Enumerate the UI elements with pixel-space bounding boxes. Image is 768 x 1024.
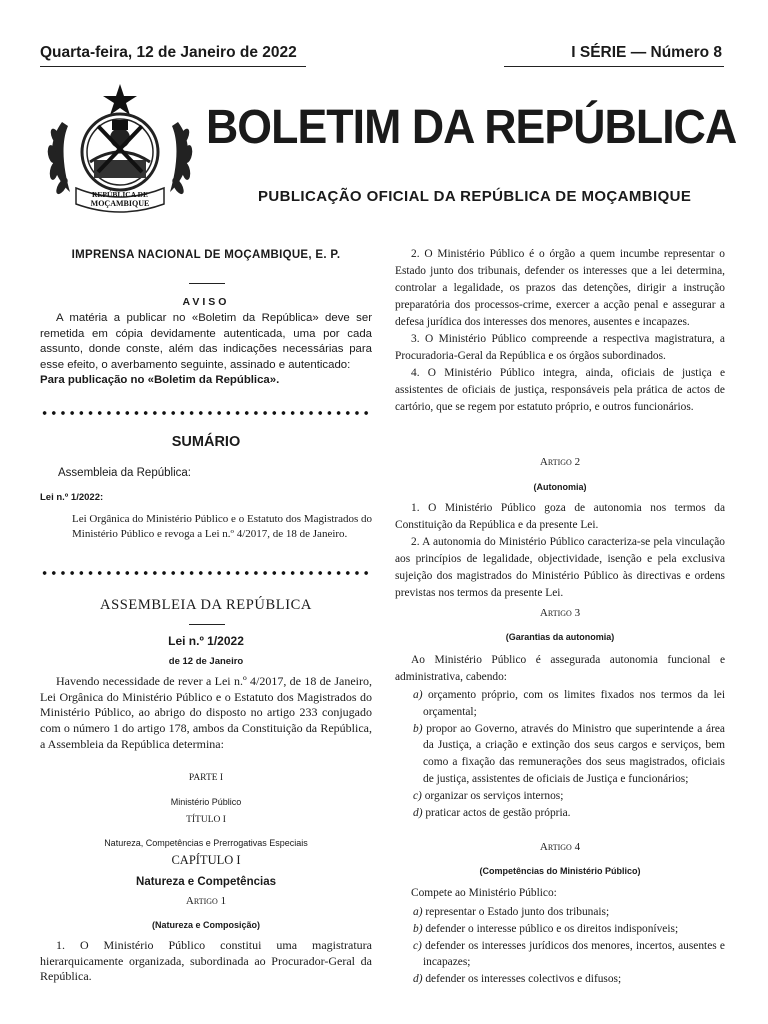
preamble: Havendo necessidade de rever a Lei n.º 4/2017, de 18 de Janeiro, Lei Orgânica do Ministério Público e o Estatuto dos Magistrados do Ministério Público, ao abrigo do disposto no artigo 233 conjugado com o número 1 do artigo 178, ambos da Constituição da República, a Assembleia da República determina: xyxy=(40,674,372,751)
list-item xyxy=(395,938,725,972)
publication-subtitle: PUBLICAÇÃO OFICIAL DA REPÚBLICA DE MOÇAMBIQUE xyxy=(258,188,692,205)
imprensa-heading: IMPRENSA NACIONAL DE MOÇAMBIQUE, E. P. xyxy=(71,249,341,261)
svg-text:REPÚBLICA DE: REPÚBLICA DE xyxy=(91,190,149,199)
list-item-key: b) xyxy=(413,922,423,935)
list-item-key: a) xyxy=(413,689,423,701)
sumario-entity: Assembleia da República: xyxy=(58,467,191,479)
artigo4-heading: Artigo 4 xyxy=(539,841,581,853)
header-rule-left xyxy=(40,66,306,67)
list-item-key: a) xyxy=(413,906,423,918)
list-item xyxy=(395,921,725,938)
list-item-key: d) xyxy=(413,973,423,986)
list-item-text: orçamento próprio, com os limites fixados nos termos da lei orçamental; xyxy=(423,689,725,718)
list-item-text: propor ao Governo, através do Ministro que superintende a área da Justiça, a criação e extinção dos seus cargos e serviços, bem como a fixação das remunerações dos seus magistrados, oficiais de justiça, assistentes de oficiais de Justiça e funcionários; xyxy=(423,722,725,785)
short-rule xyxy=(189,283,225,284)
header-rule-right xyxy=(504,66,724,67)
publication-title: BOLETIM DA REPÚBLICA xyxy=(206,101,737,154)
titulo-name: Natureza, Competências e Prerrogativas Especiais xyxy=(104,838,308,848)
artigo2-heading: Artigo 2 xyxy=(539,456,581,468)
capitulo-heading: CAPÍTULO I xyxy=(171,853,241,867)
artigo2-paragraph-1: 1. O Ministério Público goza de autonomia nos termos da Constituição da República e da presente Lei. xyxy=(395,502,725,531)
artigo2-name: (Autonomia) xyxy=(533,482,587,492)
artigo3-list xyxy=(395,687,725,821)
list-item-key: c) xyxy=(413,789,422,802)
artigo4-list xyxy=(395,904,725,988)
article1-paragraph-3: 3. O Ministério Público compreende a respectiva magistratura, a Procuradoria-Geral da República e os órgãos subordinados. xyxy=(395,333,725,362)
lei-date: de 12 de Janeiro xyxy=(168,656,244,667)
artigo4-intro: Compete ao Ministério Público: xyxy=(411,887,557,899)
list-item xyxy=(395,687,725,721)
issue-series: I SÉRIE — Número 8 xyxy=(571,44,722,61)
dotted-separator xyxy=(40,570,372,576)
capitulo-name: Natureza e Competências xyxy=(136,876,276,888)
artigo2-text xyxy=(395,500,725,602)
artigo1-heading: Artigo 1 xyxy=(185,895,227,907)
list-item xyxy=(395,904,725,921)
parte-heading: PARTE I xyxy=(188,773,224,783)
list-item-key: b) xyxy=(413,722,423,735)
sumario-lei: Lei n.º 1/2022: xyxy=(40,492,104,503)
list-item xyxy=(395,805,725,822)
aviso-body xyxy=(40,311,372,389)
dotted-separator xyxy=(40,410,372,416)
artigo1-text: 1. O Ministério Público constitui uma magistratura hierarquicamente organizada, subordinada ao Procurador-Geral da República. xyxy=(40,938,372,984)
list-item-text: representar o Estado junto dos tribunais; xyxy=(425,906,610,918)
list-item-text: defender o interesse público e os direitos indisponíveis; xyxy=(425,922,679,935)
lei-title: Lei n.º 1/2022 xyxy=(168,634,244,648)
list-item-key: d) xyxy=(413,806,423,819)
list-item xyxy=(395,971,725,988)
article1-paragraph-2: 2. O Ministério Público é o órgão a quem incumbe representar o Estado junto dos tribunais, defender os interesses que a lei determina, controlar a legalidade, os prazos das detenções, dirigir a instrução preparatória dos processos-crime, exercer a acção penal e assegurar a defesa jurídica dos interesses dos menores, ausentes e incapazes. xyxy=(395,248,725,328)
titulo-heading: TÍTULO I xyxy=(186,815,226,825)
issue-date: Quarta-feira, 12 de Janeiro de 2022 xyxy=(40,44,297,61)
short-rule xyxy=(189,624,225,625)
aviso-text: A matéria a publicar no «Boletim da República» deve ser remetida em cópia devidamente autenticada, uma por cada assunto, donde conste, além das indicações necessárias para esse efeito, o averbamento seguinte, assinado e autenticado: xyxy=(40,312,372,371)
artigo4-name: (Competências do Ministério Público) xyxy=(479,866,641,876)
list-item xyxy=(395,721,725,788)
list-item-text: praticar actos de gestão própria. xyxy=(425,806,571,819)
article1-paragraph-4: 4. O Ministério Público integra, ainda, oficiais de justiça e assistentes de oficiais de justiça, responsáveis pela prática de actos de cartório, que se regem por estatuto próprio, e outros funcionários. xyxy=(395,367,725,413)
sumario-description: Lei Orgânica do Ministério Público e o Estatuto dos Magistrados do Ministério Público e revoga a Lei n.º 4/2017, de 18 de Janeiro. xyxy=(72,513,372,540)
artigo3-heading: Artigo 3 xyxy=(539,607,581,619)
sumario-title: SUMÁRIO xyxy=(171,434,241,450)
list-item xyxy=(395,788,725,805)
assembleia-heading: ASSEMBLEIA DA REPÚBLICA xyxy=(100,597,312,613)
parte-name: Ministério Público xyxy=(170,797,242,807)
list-item-text: organizar os serviços internos; xyxy=(424,789,564,802)
national-emblem xyxy=(42,82,198,214)
aviso-bold-text: Para publicação no «Boletim da República». xyxy=(40,374,280,386)
artigo3-intro: Ao Ministério Público é assegurada autonomia funcional e administrativa, cabendo: xyxy=(395,654,725,683)
list-item-text: defender os interesses colectivos e difusos; xyxy=(425,973,622,986)
artigo3-name: (Garantias da autonomia) xyxy=(505,632,615,642)
aviso-title: AVISO xyxy=(182,296,230,308)
svg-text:MOÇAMBIQUE: MOÇAMBIQUE xyxy=(90,199,150,208)
right-column-text xyxy=(395,246,725,416)
artigo1-name: (Natureza e Composição) xyxy=(151,920,261,930)
artigo2-paragraph-2: 2. A autonomia do Ministério Público caracteriza-se pela vinculação aos princípios de legalidade, objectividade, isenção e pela exclusiva sujeição dos magistrados do Ministério Público às directivas e ordens previstas nos termos da presente Lei. xyxy=(395,536,725,599)
list-item-text: defender os interesses jurídicos dos menores, incertos, ausentes e incapazes; xyxy=(423,939,725,969)
list-item-key: c) xyxy=(413,939,422,952)
